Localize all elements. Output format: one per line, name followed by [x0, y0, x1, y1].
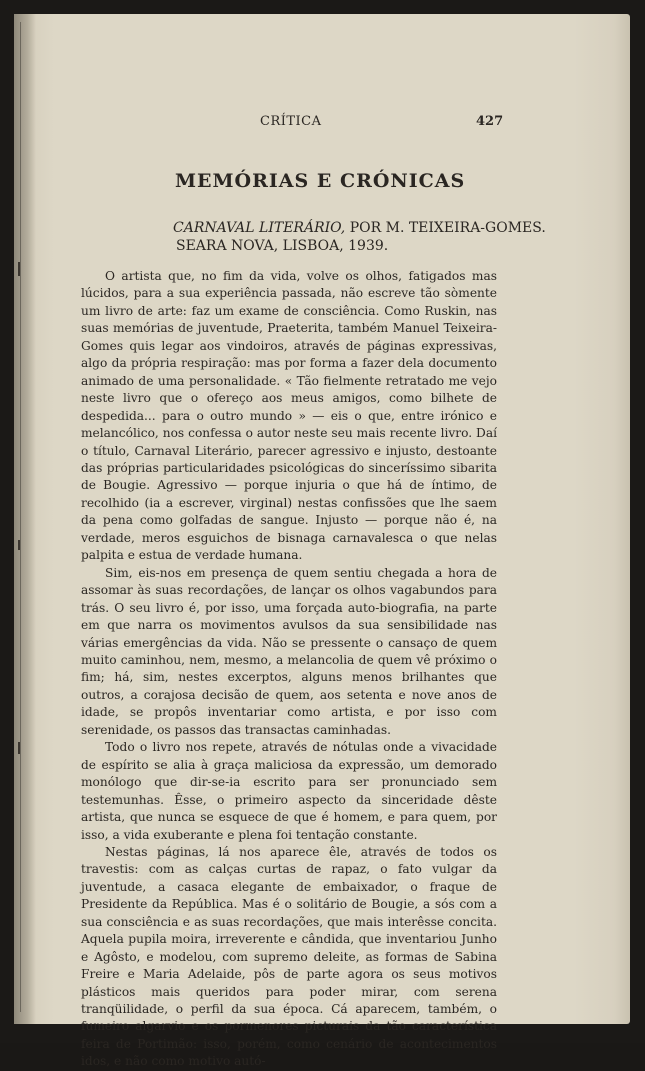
- running-header: CRÍTICA: [260, 114, 322, 129]
- page-number: 427: [476, 114, 504, 129]
- book-spine-shadow: [14, 14, 36, 1024]
- paragraph: Todo o livro nos repete, através de nótulas onde a vivacidade de espírito se alia à graça maliciosa da expressão, um demorado monólogo que dir-se-ia escrito para ser pronunciado sem testemunhas. Êsse, o primeiro aspecto da sinceridade dêste artista, que nunca se esquece de que é homem, e para quem, por isso, a vida exuberante e plena foi tentação constante.: [81, 740, 497, 842]
- article-body: [81, 268, 497, 1071]
- paragraph: Sim, eis-nos em presença de quem sentiu chegada a hora de assomar às suas recordações, de lançar os olhos vagabundos para trás. O seu livro é, por isso, uma forçada auto-biografia, na parte em que narra os movimentos avulsos da sua sensibilidade nas várias emergências da vida. Não se pressente o cansaço de quem muito caminhou, nem, mesmo, a melancolia de quem vê próximo o fim; há, sim, nestes excerptos, alguns menos brilhantes que outros, a corajosa decisão de quem, aos setenta e nove anos de idade, se propôs inventariar como artista, e por isso com serenidade, os passos das transactas caminhadas.: [81, 565, 497, 737]
- book-publisher: SEARA NOVA, LISBOA, 1939.: [176, 238, 389, 254]
- book-title: CARNAVAL LITERÁRIO,: [173, 220, 346, 236]
- page-edge-line: [20, 22, 21, 1012]
- margin-mark: [18, 742, 20, 754]
- book-author: POR M. TEIXEIRA-GOMES.: [349, 220, 546, 236]
- paragraph: Nestas páginas, lá nos aparece êle, através de todos os travestis: com as calças curtas de rapaz, o fato vulgar da juventude, a casaca elegante de embaixador, o fraque de Presidente da República. Mas é o solitário de Bougie, a sós com a sua consciência e as suas recordações, que mais interêsse concita. Aquela pupila moira, irreverente e cândida, que inventariou Junho e Agôsto, e modelou, com supremo deleite, as formas de Sabina Freire e Maria Adelaide, pôs de parte agora os seus motivos plásticos mais queridos para poder mirar, com serena tranqüilidade, o perfil da sua época. Cá aparecem, também, o fumeiro algarvio e os pormenores picturais da tão característica feira de Portimão: isso, porém, como cenário de acontecimentos idos, e não como motivo autó-: [81, 844, 497, 1069]
- article-title: MEMÓRIAS E CRÓNICAS: [175, 170, 466, 192]
- paragraph: O artista que, no fim da vida, volve os olhos, fatigados mas lúcidos, para a sua experiência passada, não escreve tão sòmente um livro de arte: faz um exame de consciência. Como Ruskin, nas suas memórias de juventude, Praeterita, também Manuel Teixeira-Gomes quis legar aos vindoiros, através de páginas expressivas, algo da própria respiração: mas por forma a fazer dela documento animado de uma personalidade. « Tão fielmente retratado me vejo neste livro que o ofereço aos meus amigos, como bilhete de despedida... para o outro mundo » — eis o que, entre irónico e melancólico, nos confessa o autor neste seu mais recente livro. Daí o título, Carnaval Literário, parecer agressivo e injusto, destoante das próprias particularidades psicológicas do sinceríssimo sibarita de Bougie. Agressivo — porque injuria o que há de íntimo, de recolhido (ia a escrever, virginal) nestas confissões que lhe saem da pena como golfadas de sangue. Injusto — porque não é, na verdade, meros esguichos de bisnaga carnavalesca o que nelas palpita e estua de verdade humana.: [81, 269, 497, 563]
- review-citation: [173, 220, 546, 236]
- margin-mark: [18, 262, 20, 276]
- margin-mark: [18, 540, 20, 550]
